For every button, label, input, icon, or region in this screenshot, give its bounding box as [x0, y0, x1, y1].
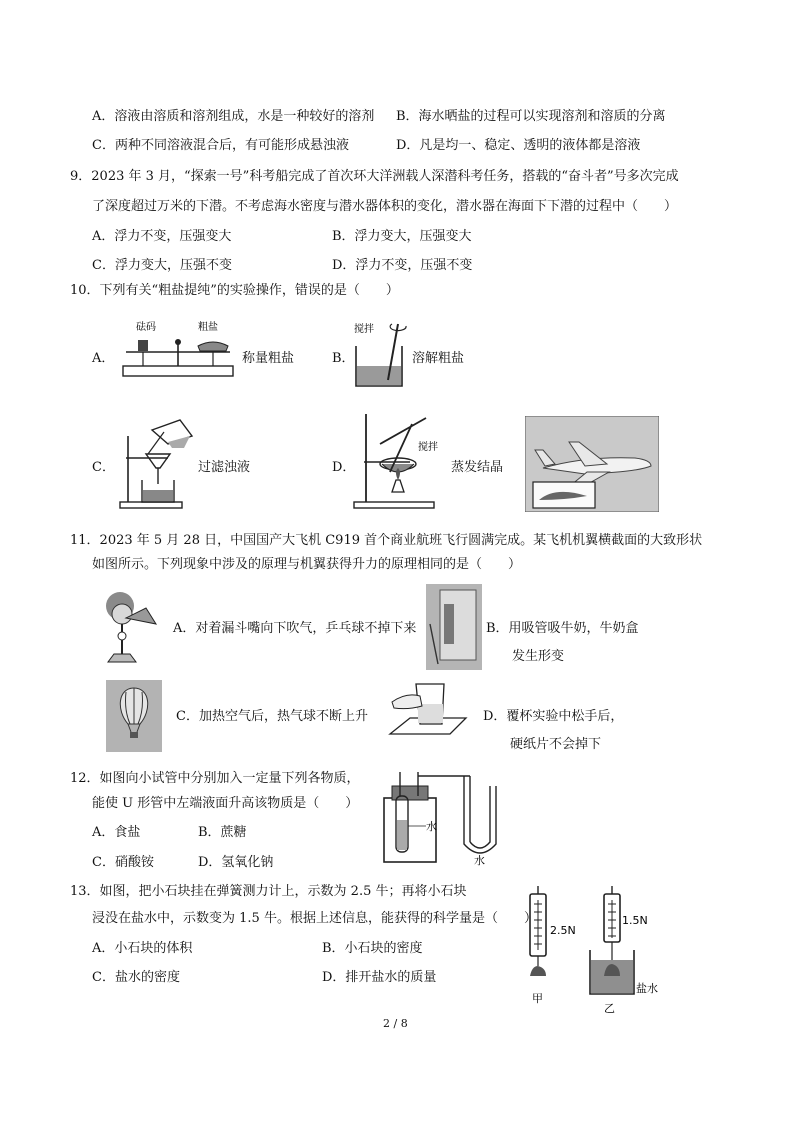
reading-1-5n: 1.5N [622, 914, 648, 927]
reading-2-5n: 2.5N [550, 924, 576, 937]
dissolve-beaker-figure [352, 318, 414, 390]
airplane-photo [525, 416, 659, 512]
q9-stem-line2: 了深度超过万米的下潜。不考虑海水密度与潜水器体积的变化，潜水器在海面下下潜的过程中（ ） [92, 199, 678, 214]
page-number: 2 / 8 [383, 1017, 408, 1030]
q8-option-c: C．两种不同溶液混合后，有可能形成悬浊液 [92, 138, 349, 153]
q9-option-a: A．浮力不变，压强变大 [92, 229, 232, 244]
weight-label: 砝码 [136, 322, 156, 333]
q9-stem-line1: 9．2023 年 3 月，“探索一号”科考船完成了首次环大洋洲载人深潜科考任务，搭载的“奋斗者”号多次完成 [70, 169, 679, 184]
water-label-u-tube: 水 [474, 854, 485, 867]
q13-option-a: A．小石块的体积 [92, 941, 193, 956]
q12-option-d: D．氢氧化钠 [198, 855, 274, 870]
funnel-blowing-figure [100, 588, 162, 668]
q12-option-c: C．硝酸铵 [92, 855, 154, 870]
q11-option-b-line2: 发生形变 [512, 649, 565, 664]
q8-option-d: D．凡是均一、稳定、透明的液体都是溶液 [396, 138, 641, 153]
label-yi: 乙 [604, 1002, 615, 1015]
q12-option-b: B．蔗糖 [198, 825, 247, 840]
spring-scale-figure [522, 884, 672, 1020]
milk-carton-photo [426, 584, 482, 670]
q13-option-b: B．小石块的密度 [322, 941, 423, 956]
crude-salt-label: 粗盐 [198, 322, 218, 333]
q11-stem-line2: 如图所示。下列现象中涉及的原理与机翼获得升力的原理相同的是（ ） [92, 557, 522, 572]
q10-option-d-text: 蒸发结晶 [451, 460, 504, 475]
q11-option-d-line1: D．覆杯实验中松手后， [483, 709, 624, 724]
water-label-test-tube: 水 [426, 820, 437, 833]
q11-option-d-line2: 硬纸片不会掉下 [510, 737, 602, 752]
overturned-cup-figure [380, 678, 470, 744]
evaporation-figure [350, 410, 446, 510]
q12-stem-line2: 能使 U 形管中左端液面升高该物质是（ ） [92, 796, 359, 811]
q11-option-b-line1: B．用吸管吸牛奶，牛奶盒 [486, 621, 639, 636]
q10-stem: 10．下列有关“粗盐提纯”的实验操作，错误的是（ ） [70, 283, 399, 298]
stir-label-d: 搅拌 [418, 442, 438, 453]
u-tube-apparatus-figure [380, 768, 514, 868]
q13-option-d: D．排开盐水的质量 [322, 970, 437, 985]
q8-option-a: A．溶液由溶质和溶剂组成，水是一种较好的溶剂 [92, 109, 375, 124]
label-jia: 甲 [532, 992, 543, 1005]
filtration-figure [118, 414, 198, 510]
stir-label: 搅拌 [354, 324, 374, 335]
q11-option-a: A．对着漏斗嘴向下吹气，乒乓球不掉下来 [173, 621, 417, 636]
q10-option-a-text: 称量粗盐 [242, 351, 295, 366]
saltwater-label: 盐水 [636, 982, 658, 995]
q10-option-c-letter: C． [92, 460, 115, 475]
q9-option-b: B．浮力变大，压强变大 [332, 229, 472, 244]
q8-option-b: B．海水晒盐的过程可以实现溶剂和溶质的分离 [396, 109, 666, 124]
q10-option-c-text: 过滤浊液 [198, 460, 251, 475]
q13-option-c: C．盐水的密度 [92, 970, 180, 985]
hot-air-balloon-photo [106, 680, 162, 752]
q12-option-a: A．食盐 [92, 825, 141, 840]
q13-stem-line1: 13．如图，把小石块挂在弹簧测力计上，示数为 2.5 牛；再将小石块 [70, 884, 467, 899]
q10-option-d-letter: D． [332, 460, 356, 475]
q10-option-b-letter: B． [332, 351, 355, 366]
balance-figure [118, 318, 238, 380]
q9-option-d: D．浮力不变，压强不变 [332, 258, 473, 273]
q10-option-b-text: 溶解粗盐 [412, 351, 465, 366]
q11-stem-line1: 11．2023 年 5 月 28 日，中国国产大飞机 C919 首个商业航班飞行圆满完成。某飞机机翼横截面的大致形状 [70, 533, 703, 548]
q12-stem-line1: 12．如图向小试管中分别加入一定量下列各物质， [70, 771, 360, 786]
q10-option-a-letter: A． [92, 351, 115, 366]
q11-option-c: C．加热空气后，热气球不断上升 [176, 709, 368, 724]
q9-option-c: C．浮力变大，压强不变 [92, 258, 232, 273]
q13-stem-line2: 浸没在盐水中，示数变为 1.5 牛。根据上述信息，能获得的科学量是（ ） [92, 911, 537, 926]
